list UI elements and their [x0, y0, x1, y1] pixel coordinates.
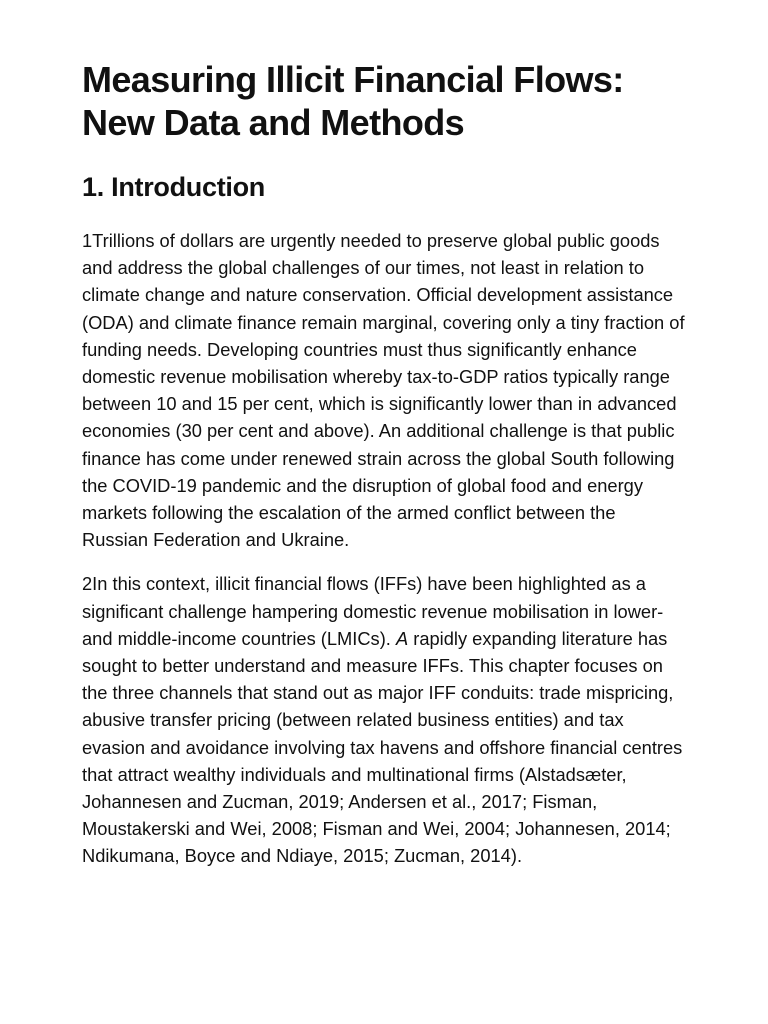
paragraph-number: 1 — [82, 230, 93, 251]
paragraph-text: In this context, illicit financial flows (IFFs) have been highlighted as a significant challenge hampering domestic revenue mobilisation in lower- and middle-income countries (LMICs). — [82, 573, 664, 649]
document-title: Measuring Illicit Financial Flows: New Data and Methods — [82, 59, 624, 143]
paragraph-text-continued: rapidly expanding literature has sought to better understand and measure IFFs. This chapter focuses on the three channels that stand out as major IFF conduits: trade mispricing, abusive transfer pricing (between related business entities) and tax evasion and avoidance involving tax havens and offshore financial centres that attract wealthy individuals and multinational firms (Alstadsæter, Johannesen and Zucman, 2019; Andersen et al., 2017; Fisman, Moustakerski and Wei, 2008; Fisman and Wei, 2004; Johannesen, 2014; Ndikumana, Boyce and Ndiaye, 2015; Zucman, 2014). — [82, 627, 683, 867]
paragraph-italic-text: A — [395, 627, 409, 649]
section-heading: 1. Introduction — [82, 172, 265, 202]
paragraph-2 — [82, 570, 686, 869]
paragraph-number: 2 — [82, 573, 93, 595]
paragraph-text: Trillions of dollars are urgently needed to preserve global public goods and address the global challenges of our times, not least in relation to climate change and nature conservation. Official development assistance (ODA) and climate finance remain marginal, covering only a tiny fraction of funding needs. Developing countries must thus significantly enhance domestic revenue mobilisation whereby tax-to-GDP ratios typically range between 10 and 15 per cent, which is significantly lower than in advanced economies (30 per cent and above). An additional challenge is that public finance has come under renewed strain across the global South following the COVID-19 pandemic and the disruption of global food and energy markets following the escalation of the armed conflict between the Russian Federation and Ukraine. — [82, 230, 685, 551]
paragraph-1 — [82, 227, 686, 553]
